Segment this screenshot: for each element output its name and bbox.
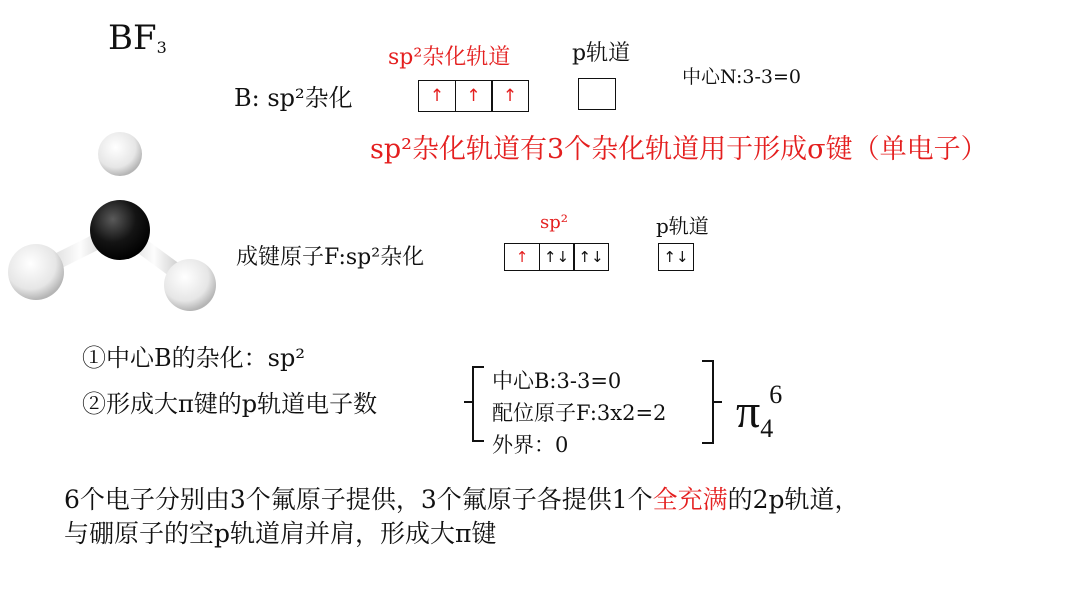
point-hybridization: ①中心B的杂化：sp² xyxy=(82,344,305,372)
central-p-label: p轨道 xyxy=(572,41,631,66)
orbital-box: ↑↓ xyxy=(539,243,575,271)
ligand-atom xyxy=(98,132,142,176)
ligand-atom xyxy=(164,259,216,311)
bracket-tick xyxy=(714,401,722,403)
formula-title: $BF_3$ xyxy=(108,18,167,58)
ligand-atom xyxy=(8,244,64,300)
hybrid-sigma-note: sp²杂化轨道有3个杂化轨道用于形成σ键（单电子） xyxy=(370,134,988,165)
central-hybrid-orbitals xyxy=(418,80,529,112)
central-atom xyxy=(90,200,150,260)
orbital-box: ↑↓ xyxy=(658,243,694,271)
brace-item: 中心B:3-3=0 xyxy=(492,369,622,393)
central-count: 中心N:3-3=0 xyxy=(682,66,801,88)
orbital-box: ↑ xyxy=(418,80,456,112)
central-hybridization-label: B: sp²杂化 xyxy=(234,84,353,112)
ligand-p-label: p轨道 xyxy=(656,214,709,238)
central-p-orbital xyxy=(578,78,616,110)
central-hybrid-label: sp²杂化轨道 xyxy=(388,45,511,70)
brace-item: 配位原子F:3x2=2 xyxy=(492,401,667,425)
explanation-line-2: 与硼原子的空p轨道肩并肩，形成大π键 xyxy=(64,519,497,548)
bracket-tick xyxy=(464,401,472,403)
pi-symbol: π xyxy=(736,385,761,438)
pi-bond-notation xyxy=(736,380,786,443)
ligand-hybrid-label: sp² xyxy=(540,212,568,233)
orbital-box: ↑ xyxy=(504,243,540,271)
point-pi-electrons: ②形成大π键的p轨道电子数 xyxy=(82,390,378,418)
right-bracket xyxy=(702,360,714,444)
highlight-full: 全充满 xyxy=(652,485,728,514)
left-bracket xyxy=(472,366,484,442)
orbital-box: ↑ xyxy=(491,80,529,112)
orbital-box-empty xyxy=(578,78,616,110)
explanation-line-1: 6个电子分别由3个氟原子提供，3个氟原子各提供1个全充满的2p轨道， xyxy=(64,485,860,514)
pi-subscript: 4 xyxy=(760,414,774,443)
orbital-box: ↑ xyxy=(455,80,493,112)
brace-item: 外界：0 xyxy=(492,433,569,457)
ligand-p-orbital xyxy=(658,243,694,271)
pi-superscript: 6 xyxy=(769,380,783,409)
molecule-model xyxy=(0,120,225,320)
orbital-box: ↑↓ xyxy=(573,243,609,271)
ligand-hybrid-orbitals xyxy=(504,243,609,271)
ligand-hybridization-label: 成键原子F:sp²杂化 xyxy=(236,245,425,270)
